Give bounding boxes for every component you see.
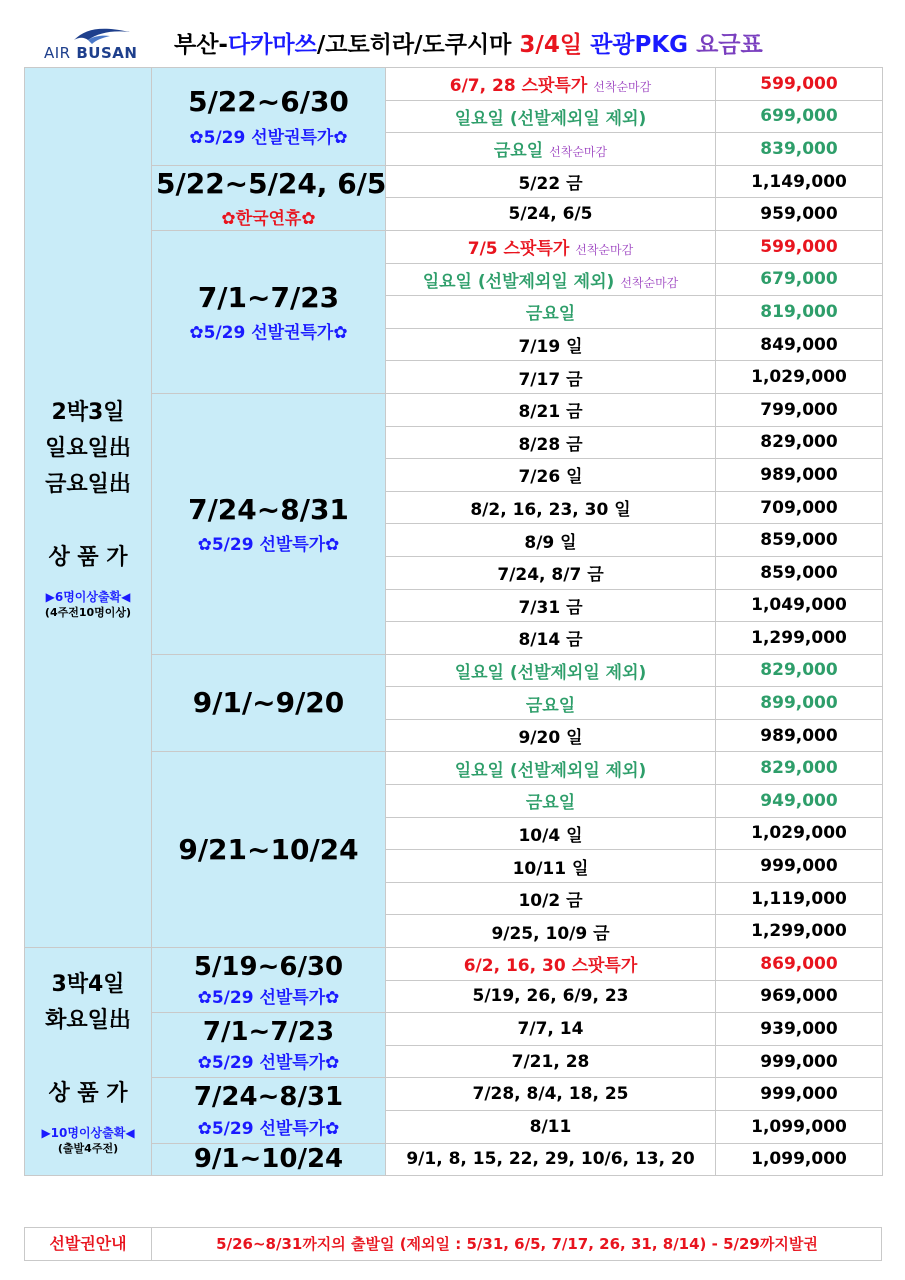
deadline-note: (4주전10명이상)	[44, 605, 132, 619]
fare-row	[25, 948, 883, 981]
departure-date-cell	[386, 850, 716, 883]
fare-row	[25, 1143, 883, 1176]
first-come-tag: 선착순마감	[575, 243, 634, 258]
category-line: 금요일出	[45, 472, 131, 498]
departure-date-text: 10/2 금	[518, 891, 583, 912]
period-dates: 9/1/~9/20	[192, 686, 345, 720]
departure-date-text: 일요일 (선발제외일 제외)	[454, 662, 647, 683]
period-dates: 7/1~7/23	[202, 1017, 335, 1048]
departure-date-text: 5/19, 26, 6/9, 23	[472, 986, 629, 1007]
page-title: 부산-다카마쓰/고토히라/도쿠시마 3/4일 관광PKG 요금표	[174, 32, 763, 58]
period-dates: 7/24~8/31	[193, 1082, 344, 1113]
departure-date-text: 7/26 일	[518, 467, 583, 488]
price-cell: 829,000	[716, 654, 883, 687]
price-cell: 999,000	[716, 1045, 883, 1078]
fare-row	[25, 165, 883, 198]
price-cell: 799,000	[716, 393, 883, 426]
departure-date-cell	[386, 524, 716, 557]
price-cell: 819,000	[716, 296, 883, 329]
price-cell: 839,000	[716, 133, 883, 166]
departure-date-cell	[386, 133, 716, 166]
departure-date-cell	[386, 1143, 716, 1176]
price-cell: 679,000	[716, 263, 883, 296]
departure-date-text: 6/2, 16, 30 스팟특가	[463, 956, 638, 977]
departure-date-cell	[386, 393, 716, 426]
price-cell: 999,000	[716, 1078, 883, 1111]
promo-label: ✿5/29 선발특가✿	[197, 988, 340, 1009]
departure-date-cell	[386, 687, 716, 720]
departure-date-text: 9/1, 8, 15, 22, 29, 10/6, 13, 20	[406, 1149, 695, 1170]
price-cell: 1,099,000	[716, 1143, 883, 1176]
period-cell	[152, 752, 386, 948]
period-dates: 5/22~5/24, 6/5	[156, 166, 387, 200]
price-cell: 829,000	[716, 426, 883, 459]
price-cell: 1,049,000	[716, 589, 883, 622]
price-cell: 1,029,000	[716, 361, 883, 394]
departure-date-text: 일요일 (선발제외일 제외)	[454, 760, 647, 781]
departure-date-text: 금요일	[525, 793, 576, 814]
period-dates: 5/22~6/30	[188, 85, 349, 119]
departure-date-text: 7/5 스팟특가	[467, 239, 570, 260]
fare-row	[25, 1013, 883, 1046]
period-cell	[152, 654, 386, 752]
promo-label: ✿한국연휴✿	[221, 209, 316, 230]
price-cell: 1,149,000	[716, 165, 883, 198]
departure-date-text: 10/4 일	[518, 825, 583, 846]
fare-row	[25, 68, 883, 101]
departure-date-cell	[386, 785, 716, 818]
category-line: 상 품 가	[48, 1080, 128, 1106]
departure-date-text: 8/28 금	[518, 434, 583, 455]
departure-date-cell	[386, 263, 716, 296]
page-header	[24, 20, 882, 66]
departure-date-cell	[386, 296, 716, 329]
period-dates: 5/19~6/30	[193, 952, 344, 983]
departure-date-cell	[386, 719, 716, 752]
price-cell: 1,119,000	[716, 882, 883, 915]
price-cell: 959,000	[716, 198, 883, 231]
deadline-note: (출발4주전)	[57, 1141, 119, 1155]
fare-row	[25, 654, 883, 687]
departure-date-cell	[386, 589, 716, 622]
first-come-tag: 선착순마감	[620, 275, 679, 290]
departure-date-cell	[386, 556, 716, 589]
departure-date-text: 10/11 일	[512, 858, 589, 879]
departure-date-text: 일요일 (선발제외일 제외)	[422, 271, 615, 292]
departure-date-text: 금요일	[525, 304, 576, 325]
departure-date-text: 일요일 (선발제외일 제외)	[454, 108, 647, 129]
departure-date-cell	[386, 165, 716, 198]
price-cell: 849,000	[716, 328, 883, 361]
departure-date-text: 금요일	[525, 695, 576, 716]
period-dates: 9/1~10/24	[193, 1143, 344, 1174]
departure-date-cell	[386, 817, 716, 850]
period-cell	[152, 948, 386, 1013]
footer-label: 선발권안내	[25, 1228, 152, 1260]
promo-label: ✿5/29 선발권특가✿	[189, 323, 348, 344]
fare-row	[25, 393, 883, 426]
price-cell: 599,000	[716, 230, 883, 263]
departure-date-cell	[386, 1111, 716, 1144]
departure-date-text: 8/11	[529, 1116, 572, 1137]
period-cell	[152, 230, 386, 393]
departure-date-cell	[386, 328, 716, 361]
price-cell: 989,000	[716, 719, 883, 752]
fare-row	[25, 752, 883, 785]
departure-date-cell	[386, 915, 716, 948]
period-dates: 7/24~8/31	[188, 492, 349, 526]
price-cell: 949,000	[716, 785, 883, 818]
departure-date-cell	[386, 622, 716, 655]
departure-date-text: 7/19 일	[518, 337, 583, 358]
category-line: 일요일出	[45, 436, 131, 462]
price-cell: 969,000	[716, 980, 883, 1013]
departure-date-text: 8/9 일	[524, 532, 577, 553]
period-cell	[152, 68, 386, 166]
departure-date-cell	[386, 654, 716, 687]
bird-logo-icon	[72, 24, 132, 46]
departure-date-cell	[386, 198, 716, 231]
departure-date-text: 7/7, 14	[517, 1019, 584, 1040]
promo-label: ✿5/29 선발특가✿	[197, 1118, 340, 1139]
departure-date-cell	[386, 1013, 716, 1046]
departure-date-text: 7/21, 28	[511, 1051, 590, 1072]
category-line: 2박3일	[51, 399, 125, 425]
departure-date-cell	[386, 230, 716, 263]
departure-date-text: 5/24, 6/5	[508, 204, 593, 225]
fare-row	[25, 230, 883, 263]
fare-table	[24, 67, 883, 1176]
period-dates: 9/21~10/24	[178, 832, 359, 866]
departure-date-cell	[386, 100, 716, 133]
departure-date-text: 7/17 금	[518, 369, 583, 390]
departure-date-text: 8/14 금	[518, 630, 583, 651]
departure-date-cell	[386, 980, 716, 1013]
price-cell: 859,000	[716, 556, 883, 589]
promo-label: ✿5/29 선발특가✿	[197, 1053, 340, 1074]
min-pax-note: ▶6명이상출확◀	[45, 590, 131, 605]
fare-row	[25, 1078, 883, 1111]
price-cell: 599,000	[716, 68, 883, 101]
departure-date-text: 9/20 일	[518, 728, 583, 749]
departure-date-text: 8/2, 16, 23, 30 일	[470, 500, 631, 521]
category-line: 화요일出	[45, 1008, 131, 1034]
category-line: 3박4일	[51, 972, 125, 998]
price-cell: 859,000	[716, 524, 883, 557]
departure-date-cell	[386, 882, 716, 915]
departure-date-cell	[386, 1045, 716, 1078]
departure-date-cell	[386, 752, 716, 785]
price-cell: 899,000	[716, 687, 883, 720]
promo-label: ✿5/29 선발권특가✿	[189, 127, 348, 148]
departure-date-cell	[386, 68, 716, 101]
departure-date-text: 7/31 금	[518, 597, 583, 618]
footer-text: 5/26~8/31까지의 출발일 (제외일 : 5/31, 6/5, 7/17, 26, 31, 8/14) - 5/29까지발권	[216, 1235, 818, 1253]
product-category-cell	[25, 68, 152, 948]
price-cell: 1,299,000	[716, 915, 883, 948]
period-cell	[152, 393, 386, 654]
price-cell: 1,099,000	[716, 1111, 883, 1144]
promo-label: ✿5/29 선발특가✿	[197, 535, 340, 556]
period-cell	[152, 1013, 386, 1078]
logo-text: AIR BUSAN	[44, 44, 138, 62]
departure-date-cell	[386, 426, 716, 459]
price-cell: 1,029,000	[716, 817, 883, 850]
price-cell: 1,299,000	[716, 622, 883, 655]
departure-date-text: 5/22 금	[518, 174, 583, 195]
category-line	[29, 1040, 147, 1076]
footer-notice	[24, 1227, 882, 1261]
price-cell: 829,000	[716, 752, 883, 785]
category-line: 상 품 가	[48, 545, 128, 571]
min-pax-note: ▶10명이상출확◀	[41, 1126, 135, 1141]
price-cell: 999,000	[716, 850, 883, 883]
price-cell: 939,000	[716, 1013, 883, 1046]
category-line	[29, 504, 147, 540]
departure-date-cell	[386, 1078, 716, 1111]
departure-date-text: 7/28, 8/4, 18, 25	[472, 1084, 629, 1105]
departure-date-cell	[386, 459, 716, 492]
departure-date-text: 7/24, 8/7 금	[497, 565, 604, 586]
departure-date-text: 6/7, 28 스팟특가	[449, 76, 588, 97]
price-cell: 869,000	[716, 948, 883, 981]
air-busan-logo	[44, 24, 144, 64]
product-category-cell	[25, 948, 152, 1176]
period-cell	[152, 1078, 386, 1143]
period-cell	[152, 1143, 386, 1176]
price-cell: 709,000	[716, 491, 883, 524]
departure-date-text: 9/25, 10/9 금	[491, 923, 610, 944]
period-dates: 7/1~7/23	[197, 280, 340, 314]
departure-date-text: 8/21 금	[518, 402, 583, 423]
departure-date-text: 금요일	[493, 141, 544, 162]
first-come-tag: 선착순마감	[549, 145, 608, 160]
period-cell	[152, 165, 386, 230]
price-cell: 699,000	[716, 100, 883, 133]
first-come-tag: 선착순마감	[593, 80, 652, 95]
departure-date-cell	[386, 361, 716, 394]
departure-date-cell	[386, 491, 716, 524]
price-cell: 989,000	[716, 459, 883, 492]
departure-date-cell	[386, 948, 716, 981]
